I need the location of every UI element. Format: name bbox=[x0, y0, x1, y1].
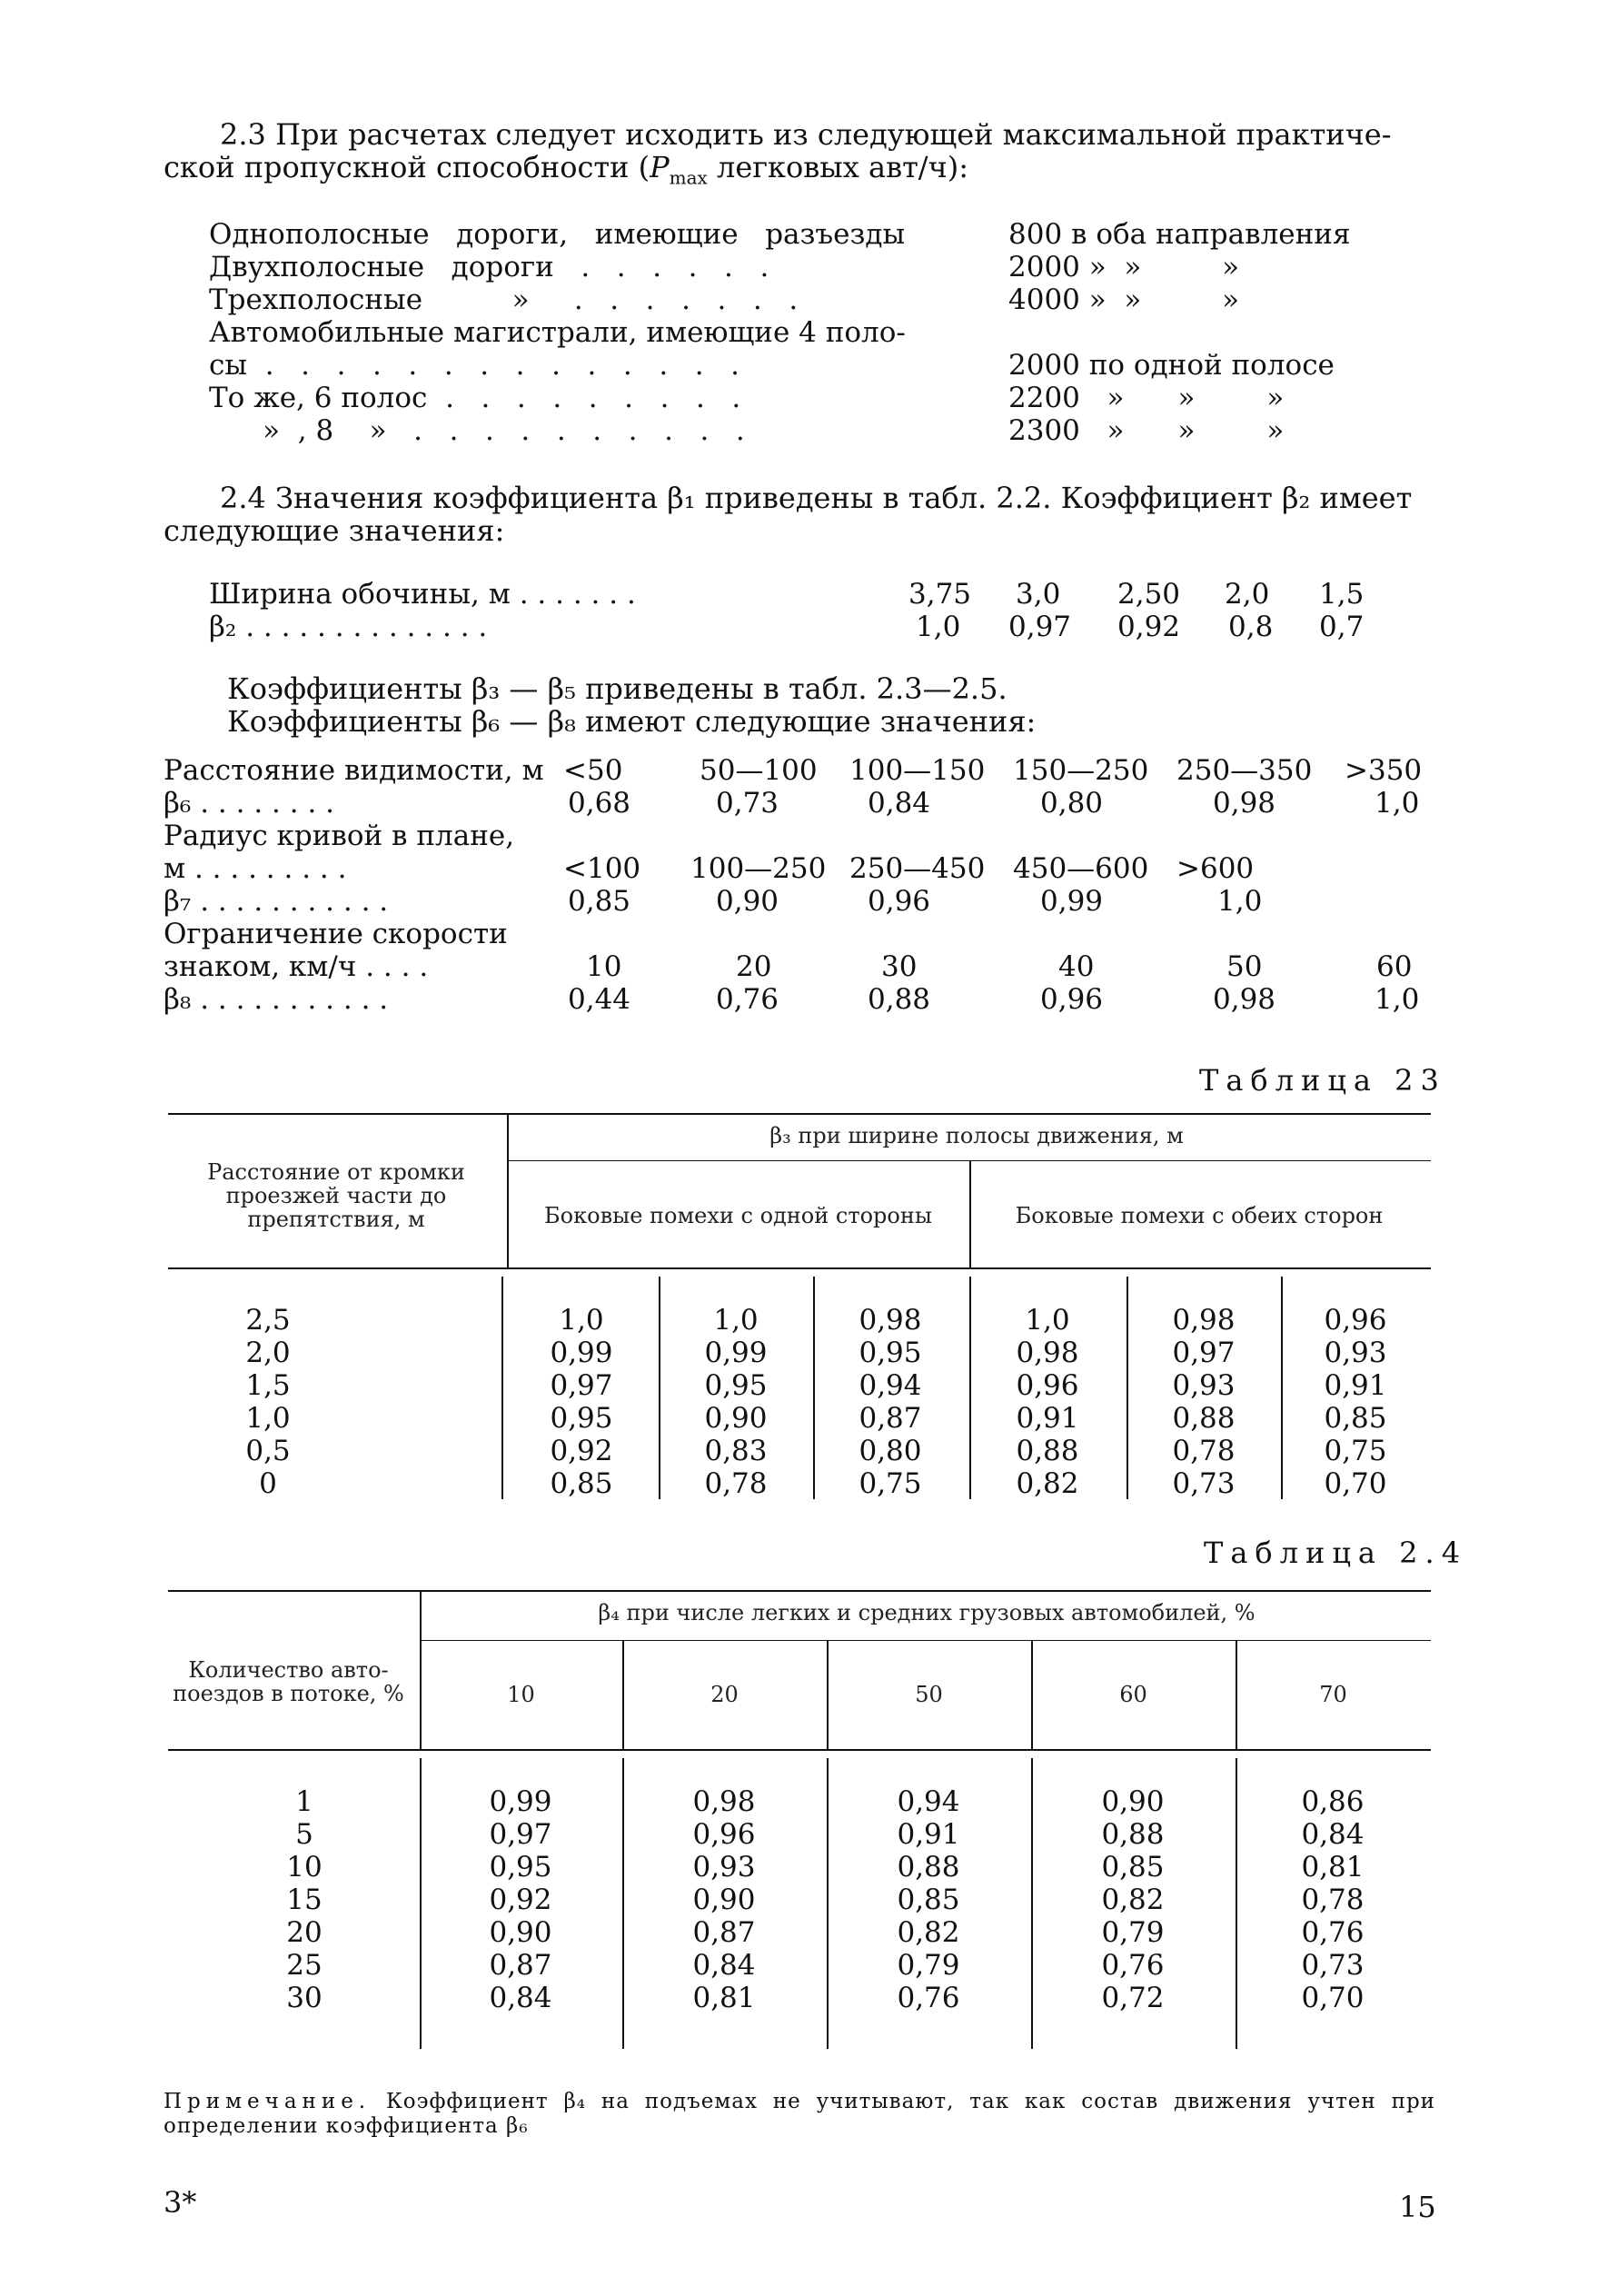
visibility-label: Расстояние видимости, м bbox=[164, 754, 544, 787]
table-2-3-cell: 0,93 bbox=[1172, 1369, 1236, 1402]
table-2-4-count: 5 bbox=[295, 1818, 313, 1851]
table-2-4-cell: 0,85 bbox=[897, 1884, 960, 1916]
shoulder-width-row bbox=[209, 578, 1435, 611]
table-2-4-cell: 0,70 bbox=[1301, 1982, 1365, 2014]
coef-value: 450—600 bbox=[1013, 852, 1149, 885]
capacity-value: 2000 » » » bbox=[1008, 251, 1240, 283]
coef-value: 1,0 bbox=[1375, 787, 1420, 820]
coef-intro bbox=[227, 672, 1408, 738]
table-2-4-cell: 0,87 bbox=[692, 1916, 756, 1949]
coef-line1: Коэффициенты β₃ — β₅ приведены в табл. 2.3—2.5. bbox=[227, 671, 1007, 706]
table-2-3-cell: 0,93 bbox=[1324, 1337, 1387, 1369]
table-2-3-distance: 2,0 bbox=[245, 1337, 291, 1369]
table-2-4-cell: 0,97 bbox=[489, 1818, 552, 1851]
beta2-value: 0,92 bbox=[1117, 611, 1181, 643]
table-2-3-cell: 0,99 bbox=[704, 1337, 768, 1369]
coef-value: >350 bbox=[1345, 754, 1423, 787]
table-2-4-col-header: 70 bbox=[1319, 1682, 1347, 1707]
table-2-3-cell: 0,91 bbox=[1324, 1369, 1387, 1402]
capacity-row bbox=[209, 283, 1435, 316]
table-2-4-cell: 0,84 bbox=[692, 1949, 756, 1982]
table-2-3-cell: 0,97 bbox=[550, 1369, 613, 1402]
table-2-4-count: 10 bbox=[286, 1851, 323, 1884]
table-2-3-cell: 1,0 bbox=[713, 1304, 759, 1337]
width-value: 2,0 bbox=[1225, 578, 1270, 611]
table-2-3-cell: 0,78 bbox=[704, 1467, 768, 1500]
table-2-3-body bbox=[164, 1304, 1435, 1504]
beta2-row bbox=[209, 611, 1435, 643]
note-label: Примечание. bbox=[164, 2090, 372, 2113]
table-2-4-cell: 0,76 bbox=[897, 1982, 960, 2014]
beta2-value: 0,8 bbox=[1228, 611, 1274, 643]
capacity-value: 2300 » » » bbox=[1008, 414, 1285, 447]
table-2-4-cell: 0,96 bbox=[692, 1818, 756, 1851]
capacity-value: 800 в оба направления bbox=[1008, 218, 1351, 251]
table-2-4-cell: 0,76 bbox=[1301, 1916, 1365, 1949]
table-2-4-cell: 0,76 bbox=[1101, 1949, 1165, 1982]
capacity-label: То же, 6 полос . . . . . . . . . bbox=[209, 382, 741, 414]
capacity-label: » , 8 » . . . . . . . . . . bbox=[209, 414, 745, 447]
table-2-3-header-top: β₃ при ширине полосы движения, м bbox=[769, 1123, 1184, 1148]
table-2-4-cell: 0,88 bbox=[897, 1851, 960, 1884]
capacity-label: сы . . . . . . . . . . . . . . bbox=[209, 349, 740, 382]
coef-table bbox=[164, 754, 1435, 1027]
capacity-label: Однополосные дороги, имеющие разъезды bbox=[209, 218, 906, 251]
table-2-3-cell: 0,98 bbox=[1172, 1304, 1236, 1337]
table-2-4-cell: 0,92 bbox=[489, 1884, 552, 1916]
table-2-3-cell: 0,97 bbox=[1172, 1337, 1236, 1369]
coef-value: 250—450 bbox=[849, 852, 986, 885]
coef-value: 0,96 bbox=[1040, 983, 1104, 1016]
table-2-4-cell: 0,82 bbox=[897, 1916, 960, 1949]
capacity-label: Двухполосные дороги . . . . . . bbox=[209, 251, 769, 283]
table-2-3-cell: 0,96 bbox=[1324, 1304, 1387, 1337]
width-value: 2,50 bbox=[1117, 578, 1181, 611]
beta7-label: β₇ . . . . . . . . . . . bbox=[164, 885, 389, 918]
table-2-3-cell: 0,92 bbox=[550, 1435, 613, 1467]
table-2-3-header-left: Расстояние от кромки проезжей части до препятствия, м bbox=[207, 1159, 465, 1232]
coef-value: 0,68 bbox=[568, 787, 631, 820]
speed-label: Ограничение скорости bbox=[164, 918, 508, 950]
capacity-value: 2200 » » » bbox=[1008, 382, 1285, 414]
capacity-label: Трехполосные » . . . . . . . bbox=[209, 283, 799, 316]
table-2-4-cell: 0,98 bbox=[692, 1785, 756, 1818]
coef-value: 0,96 bbox=[868, 885, 931, 918]
table-2-4 bbox=[164, 1590, 1435, 2062]
table-2-3-cell: 0,95 bbox=[550, 1402, 613, 1435]
table-note bbox=[164, 2090, 1435, 2139]
width-value: 1,5 bbox=[1319, 578, 1365, 611]
coef-value: 40 bbox=[1058, 950, 1095, 983]
beta2-value: 1,0 bbox=[916, 611, 961, 643]
capacity-row bbox=[209, 218, 1435, 251]
table-2-4-cell: 0,79 bbox=[897, 1949, 960, 1982]
coef-value: 20 bbox=[736, 950, 772, 983]
table-2-4-count: 20 bbox=[286, 1916, 323, 1949]
table-2-3-header-sub1: Боковые помехи с одной стороны bbox=[544, 1203, 932, 1228]
table-2-4-count: 25 bbox=[286, 1949, 323, 1982]
coef-value: >600 bbox=[1176, 852, 1255, 885]
coef-value: 50—100 bbox=[700, 754, 818, 787]
table-2-3-cell: 0,98 bbox=[859, 1304, 922, 1337]
table-2-3-cell: 0,87 bbox=[859, 1402, 922, 1435]
table-2-3-cell: 0,85 bbox=[550, 1467, 613, 1500]
table-2-3 bbox=[164, 1113, 1435, 1513]
table-2-4-col-header: 20 bbox=[710, 1682, 739, 1707]
section-2-3-line2: ской пропускной способности ($P_{max}$ легковых авт/ч): bbox=[164, 150, 968, 189]
coef-value: 100—250 bbox=[690, 852, 827, 885]
coef-value: 0,99 bbox=[1040, 885, 1104, 918]
capacity-value: 4000 » » » bbox=[1008, 283, 1240, 316]
coef-value: 250—350 bbox=[1176, 754, 1313, 787]
note-text: Коэффициент β₄ на подъемах не учитывают, так как состав движения учтен при определении коэффициента β₆ bbox=[164, 2090, 1435, 2138]
table-2-4-cell: 0,72 bbox=[1101, 1982, 1165, 2014]
table-2-4-cell: 0,79 bbox=[1101, 1916, 1165, 1949]
coef-value: <50 bbox=[563, 754, 623, 787]
coef-value: 1,0 bbox=[1375, 983, 1420, 1016]
width-value: 3,75 bbox=[908, 578, 972, 611]
coef-value: 0,44 bbox=[568, 983, 631, 1016]
table-2-4-cell: 0,84 bbox=[489, 1982, 552, 2014]
coef-value: 30 bbox=[881, 950, 918, 983]
table-2-3-distance: 1,5 bbox=[245, 1369, 291, 1402]
capacity-row bbox=[209, 316, 1435, 349]
table-2-4-cell: 0,90 bbox=[1101, 1785, 1165, 1818]
table-2-3-cell: 0,78 bbox=[1172, 1435, 1236, 1467]
capacity-value: 2000 по одной полосе bbox=[1008, 349, 1335, 382]
width-value: 3,0 bbox=[1016, 578, 1061, 611]
table-2-3-cell: 0,95 bbox=[704, 1369, 768, 1402]
table-2-4-cell: 0,81 bbox=[1301, 1851, 1365, 1884]
table-2-4-cell: 0,84 bbox=[1301, 1818, 1365, 1851]
table-2-3-cell: 0,99 bbox=[550, 1337, 613, 1369]
coef-value: 0,84 bbox=[868, 787, 931, 820]
page-number: 15 bbox=[1399, 2190, 1436, 2224]
table-2-3-cell: 0,82 bbox=[1016, 1467, 1079, 1500]
radius-label: Радиус кривой в плане, bbox=[164, 820, 515, 852]
coef-value: 0,76 bbox=[716, 983, 779, 1016]
table-2-3-cell: 0,96 bbox=[1016, 1369, 1079, 1402]
table-2-3-cell: 0,88 bbox=[1016, 1435, 1079, 1467]
capacity-row bbox=[209, 414, 1435, 447]
table-2-4-count: 15 bbox=[286, 1884, 323, 1916]
table-2-4-cell: 0,87 bbox=[489, 1949, 552, 1982]
table-2-4-cell: 0,73 bbox=[1301, 1949, 1365, 1982]
beta2-value: 0,97 bbox=[1008, 611, 1072, 643]
beta6-label: β₆ . . . . . . . . bbox=[164, 787, 335, 820]
capacity-row bbox=[209, 251, 1435, 283]
table-2-4-cell: 0,99 bbox=[489, 1785, 552, 1818]
table-2-4-cell: 0,93 bbox=[692, 1851, 756, 1884]
table-2-3-distance: 0,5 bbox=[245, 1435, 291, 1467]
capacity-row bbox=[209, 382, 1435, 414]
coef-value: 0,88 bbox=[868, 983, 931, 1016]
table-2-3-distance: 0 bbox=[259, 1467, 277, 1500]
coef-value: 0,80 bbox=[1040, 787, 1104, 820]
section-2-3-line1: 2.3 При расчетах следует исходить из следующей максимальной практиче- bbox=[220, 117, 1392, 152]
section-2-4-paragraph bbox=[164, 482, 1435, 547]
coef-value: 0,90 bbox=[716, 885, 779, 918]
table-2-3-distance: 2,5 bbox=[245, 1304, 291, 1337]
coef-value: 1,0 bbox=[1217, 885, 1263, 918]
coef-value: 150—250 bbox=[1013, 754, 1149, 787]
footer-signature: 3* bbox=[164, 2185, 197, 2220]
section-2-4-line1: 2.4 Значения коэффициента β₁ приведены в табл. 2.2. Коэффициент β₂ имеет bbox=[220, 481, 1413, 515]
table-2-3-cell: 1,0 bbox=[559, 1304, 604, 1337]
section-2-3-paragraph bbox=[164, 118, 1435, 194]
capacity-list bbox=[209, 218, 1435, 454]
table-2-3-cell: 1,0 bbox=[1025, 1304, 1070, 1337]
coef-value: 50 bbox=[1226, 950, 1263, 983]
table-2-4-cell: 0,94 bbox=[897, 1785, 960, 1818]
table-2-3-cell: 0,98 bbox=[1016, 1337, 1079, 1369]
capacity-row bbox=[209, 349, 1435, 382]
table-2-3-cell: 0,94 bbox=[859, 1369, 922, 1402]
table-2-4-cell: 0,90 bbox=[692, 1884, 756, 1916]
table-2-4-cell: 0,90 bbox=[489, 1916, 552, 1949]
coef-value: 60 bbox=[1376, 950, 1413, 983]
table-2-4-caption: Таблица 2.4 bbox=[1204, 1536, 1468, 1570]
coef-value: 10 bbox=[586, 950, 622, 983]
table-2-4-cell: 0,81 bbox=[692, 1982, 756, 2014]
table-2-4-cell: 0,85 bbox=[1101, 1851, 1165, 1884]
section-2-4-line2: следующие значения: bbox=[164, 513, 505, 548]
table-2-4-cell: 0,78 bbox=[1301, 1884, 1365, 1916]
shoulder-width-label: Ширина обочины, м . . . . . . . bbox=[209, 578, 636, 611]
coef-value: 100—150 bbox=[849, 754, 986, 787]
table-2-3-cell: 0,85 bbox=[1324, 1402, 1387, 1435]
table-2-3-cell: 0,91 bbox=[1016, 1402, 1079, 1435]
beta2-label: β₂ . . . . . . . . . . . . . . bbox=[209, 611, 488, 643]
coef-value: 0,85 bbox=[568, 885, 631, 918]
table-2-3-cell: 0,95 bbox=[859, 1337, 922, 1369]
coef-line2: Коэффициенты β₆ — β₈ имеют следующие значения: bbox=[227, 704, 1037, 739]
table-2-4-header-top: β₄ при числе легких и средних грузовых автомобилей, % bbox=[598, 1600, 1256, 1625]
capacity-label: Автомобильные магистрали, имеющие 4 поло- bbox=[209, 316, 906, 349]
table-2-4-header-left: Количество авто-поездов в потоке, % bbox=[173, 1657, 404, 1706]
table-2-4-cell: 0,88 bbox=[1101, 1818, 1165, 1851]
table-2-3-cell: 0,70 bbox=[1324, 1467, 1387, 1500]
table-2-3-cell: 0,90 bbox=[704, 1402, 768, 1435]
table-2-3-cell: 0,88 bbox=[1172, 1402, 1236, 1435]
table-2-4-body bbox=[164, 1785, 1435, 2022]
speed-label-unit: знаком, км/ч . . . . bbox=[164, 950, 429, 983]
table-2-3-cell: 0,73 bbox=[1172, 1467, 1236, 1500]
table-2-3-cell: 0,80 bbox=[859, 1435, 922, 1467]
table-2-4-count: 30 bbox=[286, 1982, 323, 2014]
radius-label-unit: м . . . . . . . . . bbox=[164, 852, 347, 885]
table-2-4-cell: 0,82 bbox=[1101, 1884, 1165, 1916]
beta2-value: 0,7 bbox=[1319, 611, 1365, 643]
table-2-3-cell: 0,75 bbox=[859, 1467, 922, 1500]
table-2-3-header-sub2: Боковые помехи с обеих сторон bbox=[1015, 1203, 1384, 1228]
table-2-4-col-header: 10 bbox=[507, 1682, 535, 1707]
table-2-3-distance: 1,0 bbox=[245, 1402, 291, 1435]
table-2-3-caption: Таблица 23 bbox=[1199, 1063, 1446, 1098]
table-2-3-cell: 0,83 bbox=[704, 1435, 768, 1467]
coef-value: 0,98 bbox=[1213, 787, 1276, 820]
table-2-3-cell: 0,75 bbox=[1324, 1435, 1387, 1467]
beta8-label: β₈ . . . . . . . . . . . bbox=[164, 983, 389, 1016]
table-2-4-count: 1 bbox=[295, 1785, 313, 1818]
table-2-4-col-header: 60 bbox=[1119, 1682, 1147, 1707]
coef-value: 0,73 bbox=[716, 787, 779, 820]
table-2-4-col-header: 50 bbox=[915, 1682, 943, 1707]
table-2-4-cell: 0,91 bbox=[897, 1818, 960, 1851]
table-2-4-cell: 0,95 bbox=[489, 1851, 552, 1884]
coef-value: <100 bbox=[563, 852, 641, 885]
coef-value: 0,98 bbox=[1213, 983, 1276, 1016]
table-2-4-cell: 0,86 bbox=[1301, 1785, 1365, 1818]
